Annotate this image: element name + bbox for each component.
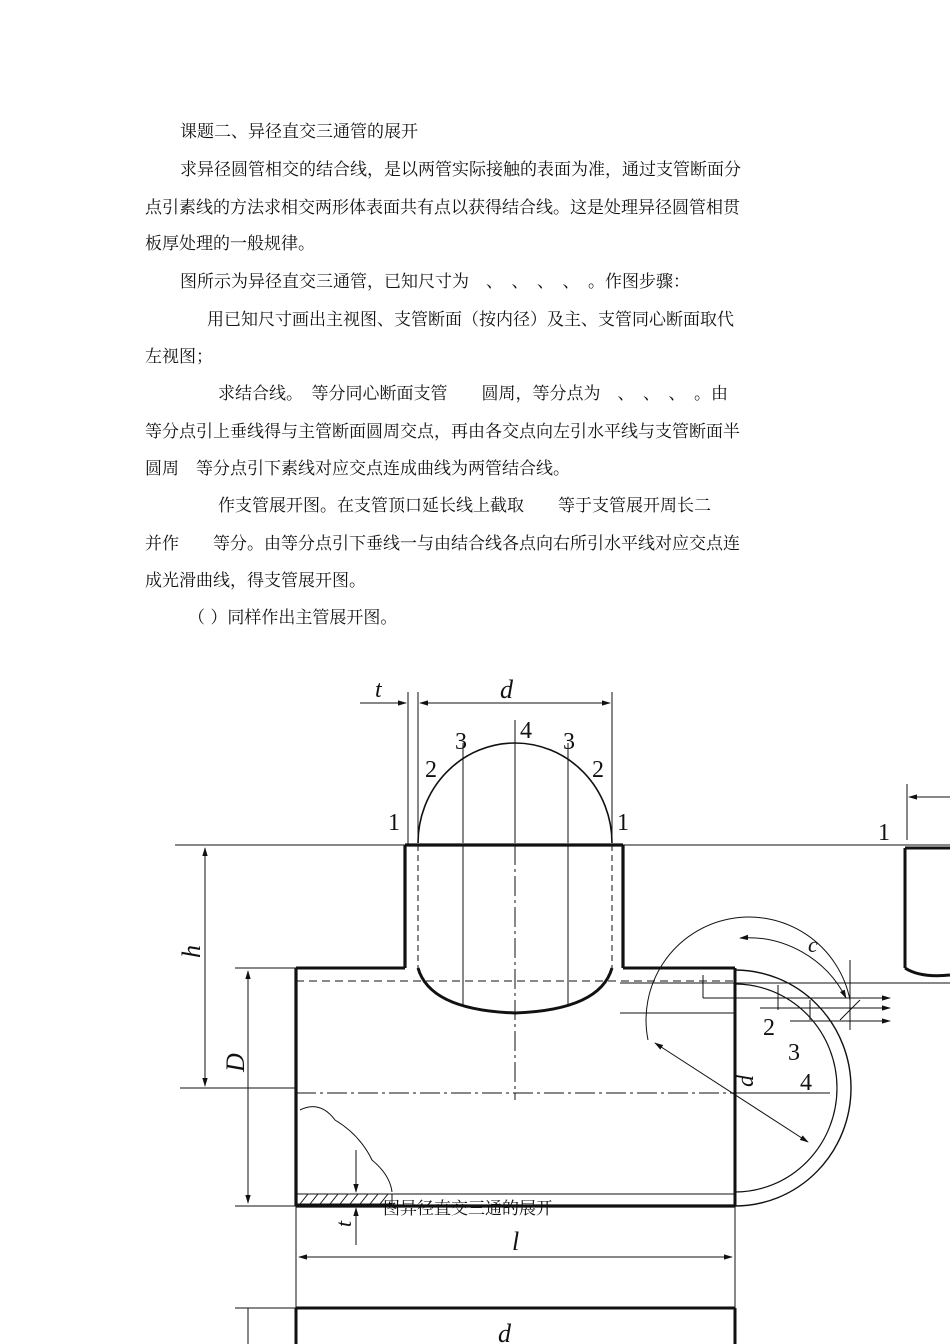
label-2-section: 2	[763, 1015, 775, 1041]
label-1-far-right: 1	[878, 820, 890, 846]
dimension-t-l	[235, 1150, 735, 1344]
label-2-left: 2	[425, 757, 437, 783]
label-3-left: 3	[455, 729, 467, 755]
paragraph-line: 图所示为异径直交三通管，已知尺寸为 、 、 、 、 。作图步骤：	[180, 272, 690, 292]
label-4-section: 4	[800, 1070, 812, 1096]
label-d-section: d	[733, 1075, 759, 1087]
label-1-left: 1	[388, 810, 400, 836]
paragraph-line: 求结合线。 等分同心断面支管 圆周，等分点为 、 、 、 。由	[218, 384, 728, 404]
paragraph-line: （ ）同样作出主管展开图。	[188, 608, 398, 628]
label-l: l	[512, 1227, 520, 1256]
label-3-section: 3	[788, 1040, 800, 1066]
paragraph-line: 点引素线的方法求相交两形体表面共有点以获得结合线。这是处理异径圆管相贯	[145, 198, 740, 218]
paragraph-line: 用已知尺寸画出主视图、支管断面（按内径）及主、支管同心断面取代	[207, 310, 734, 330]
label-1-right: 1	[617, 810, 629, 836]
label-d-top: d	[500, 675, 513, 704]
concentric-section	[620, 917, 950, 1206]
label-2-right: 2	[592, 757, 604, 783]
label-3-right: 3	[563, 729, 575, 755]
paragraph-line: 求异径圆管相交的结合线，是以两管实际接触的表面为准，通过支管断面分	[180, 160, 741, 180]
paragraph-line: 并作 等分。由等分点引下垂线一与由结合线各点向右所引水平线对应交点连	[145, 534, 740, 554]
paragraph-line: 圆周 等分点引下素线对应交点连成曲线为两管结合线。	[145, 459, 570, 479]
label-D: D	[221, 1053, 250, 1072]
paragraph-line: 等分点引上垂线得与主管断面圆周交点，再由各交点向左引水平线与支管断面半	[145, 422, 740, 442]
label-h: h	[177, 945, 206, 958]
label-c: c	[808, 932, 818, 957]
paragraph-line: 成光滑曲线，得支管展开图。	[145, 571, 366, 591]
paragraph-line: 作支管展开图。在支管顶口延长线上截取 等于支管展开周长二	[218, 496, 711, 516]
tee-pipe-drawing	[0, 660, 950, 1344]
branch-pipe	[405, 845, 623, 1100]
branch-section	[418, 720, 612, 843]
label-d-bottom: d	[498, 1319, 511, 1344]
figure-caption: 图异径直交三通的展开	[383, 1199, 553, 1218]
paragraph-line: 左视图；	[145, 347, 213, 367]
label-t-bottom: t	[331, 1220, 356, 1227]
section-heading: 课题二、异径直交三通管的展开	[180, 122, 418, 142]
paragraph-line: 板厚处理的一般规律。	[145, 234, 315, 254]
label-t-top: t	[375, 677, 382, 703]
label-4-top: 4	[520, 718, 532, 744]
dimension-h-D	[175, 845, 405, 1206]
branch-development-partial	[623, 784, 950, 976]
